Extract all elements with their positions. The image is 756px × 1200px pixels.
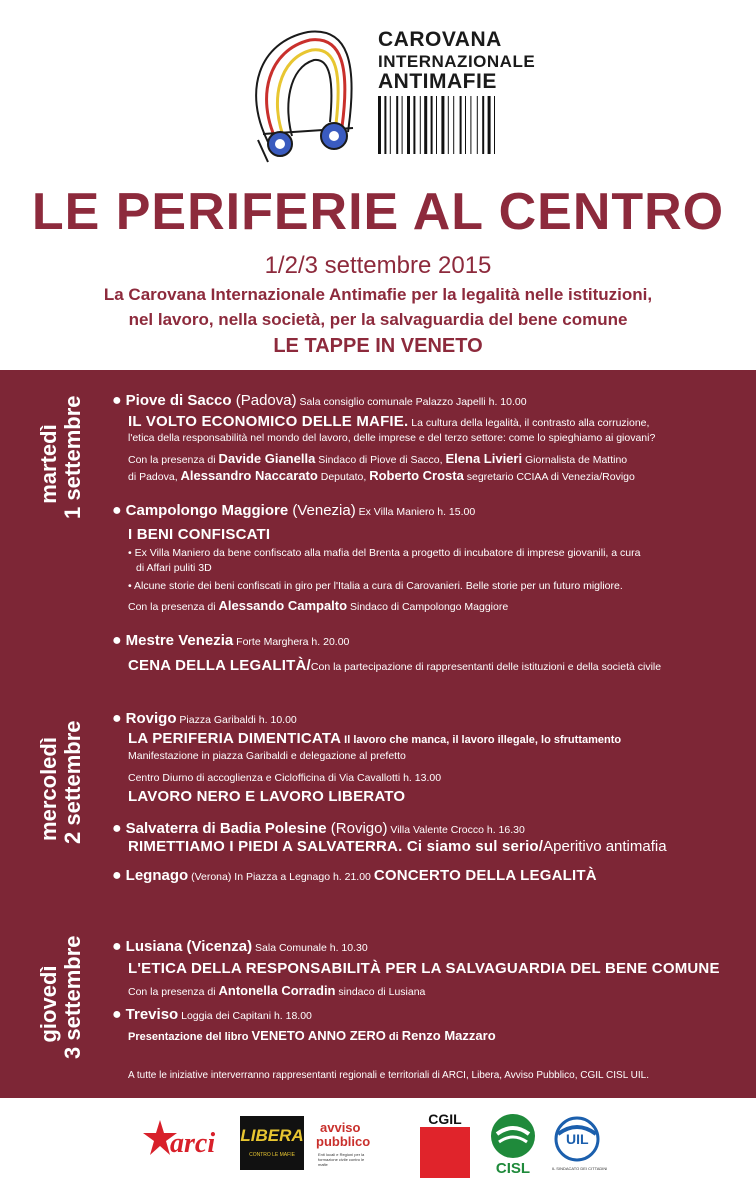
day-label-1 <box>36 395 85 519</box>
guest-name: Davide Gianella <box>218 451 316 466</box>
event-heading-2: LAVORO NERO E LAVORO LIBERATO <box>128 788 406 805</box>
guest-name: Alessandro Naccarato <box>180 468 318 483</box>
event-heading: CONCERTO DELLA LEGALITÀ <box>373 867 597 884</box>
barcode-bar <box>470 96 471 154</box>
barcode-bar <box>424 96 427 154</box>
event-region: (Verona) <box>188 871 232 883</box>
guests-prefix: Con la presenza di <box>128 601 219 613</box>
event-place: Lusiana (Vicenza) <box>125 938 253 955</box>
event-item-1-cont: di Affari puliti 3D <box>136 562 212 574</box>
barcode-icon <box>378 96 520 154</box>
barcode-bar <box>402 96 403 154</box>
barcode-bar <box>420 96 421 154</box>
day-label-2 <box>36 720 85 844</box>
footer-note: A tutte le iniziative interverranno rappresentanti regionali e territoriali di ARCI, Libera, Avviso Pubblico, CGIL CISL UIL. <box>128 1070 650 1081</box>
event-mestre <box>112 632 349 650</box>
event-venue: Piazza Garibaldi h. 10.00 <box>176 714 297 726</box>
barcode-bar <box>413 96 415 154</box>
day-weekday: mercoledì <box>36 737 61 841</box>
event-venue: Loggia dei Capitani h. 18.00 <box>178 1010 312 1022</box>
event-treviso <box>112 1006 312 1024</box>
event-legnago <box>112 867 597 885</box>
libera-subtitle: CONTRO LE MAFIE <box>249 1152 295 1158</box>
event-description: Manifestazione in piazza Garibaldi e delegazione al prefetto <box>128 750 406 762</box>
barcode-bar <box>436 96 437 154</box>
guests-prefix: Con la presenza di <box>128 986 219 998</box>
event-heading: LA PERIFERIA DIMENTICATA <box>128 730 342 747</box>
guest-role: di Padova, <box>128 471 181 483</box>
day-weekday: giovedì <box>36 965 61 1043</box>
book-author: Renzo Mazzaro <box>401 1028 496 1043</box>
barcode-bar <box>448 96 449 154</box>
barcode-bar <box>396 96 398 154</box>
event-description-2: l'etica della responsabilità nel mondo del lavoro, delle imprese e del terzo settore: come lo spieghiamo ai giovani? <box>128 432 656 444</box>
bullet-icon: ● <box>112 820 122 837</box>
event-place: Legnago <box>125 867 189 884</box>
day-date: 3 settembre <box>60 935 85 1059</box>
barcode-bar <box>390 96 391 154</box>
cgil-logo <box>420 1112 470 1178</box>
guest-role: segretario CCIAA di Venezia/Rovigo <box>463 471 635 483</box>
event-guests-line-2 <box>128 467 635 485</box>
event-place: Piove di Sacco <box>125 392 232 409</box>
cisl-emblem-icon <box>485 1112 541 1160</box>
guest-role: sindaco di Lusiana <box>335 986 426 998</box>
subtitle-line-3: LE TAPPE IN VENETO <box>273 335 483 357</box>
arci-logo: arci <box>170 1128 216 1159</box>
event-region: (Padova) <box>231 392 297 409</box>
sponsor-logos <box>0 1098 756 1200</box>
event-item-2: • Alcune storie dei beni confiscati in giro per l'Italia a cura di Carovanieri. Belle storie per un futuro migliore. <box>128 580 623 592</box>
event-item-1: • Ex Villa Maniero da bene confiscato alla mafia del Brenta a progetto di incubatore di imprese giovanili, a cura <box>128 547 641 559</box>
brand-line-3: ANTIMAFIE <box>378 70 497 93</box>
event-place: Campolongo Maggiore <box>125 502 289 519</box>
barcode-bar <box>494 96 495 154</box>
event-region: (Venezia) <box>288 502 356 519</box>
barcode-bar <box>482 96 484 154</box>
day-date: 2 settembre <box>60 720 85 844</box>
event-guests-line-1 <box>128 450 627 468</box>
event-heading-tail: Aperitivo antimafia <box>543 838 667 855</box>
barcode-bar <box>378 96 381 154</box>
guests-prefix: Con la presenza di <box>128 454 219 466</box>
day-label-3 <box>36 935 85 1059</box>
cgil-label: CGIL <box>420 1111 470 1127</box>
bullet-icon: ● <box>112 710 122 727</box>
brand-line-2: INTERNAZIONALE <box>378 52 536 71</box>
bullet-icon: ● <box>112 632 122 649</box>
libera-logo <box>240 1116 304 1170</box>
event-venue: Sala consiglio comunale Palazzo Japelli h. 10.00 <box>296 396 527 408</box>
caravan-wagon-logo <box>238 22 368 167</box>
event-heading-sub: Il lavoro che manca, il lavoro illegale, lo sfruttamento <box>341 734 622 746</box>
event-guests <box>128 597 508 615</box>
barcode-bar <box>477 96 478 154</box>
event-description: La cultura della legalità, il contrasto alla corruzione, <box>408 417 650 429</box>
barcode-bar <box>384 96 386 154</box>
event-description: Con la partecipazione di rappresentanti delle istituzioni e della società civile <box>310 661 662 673</box>
uil-subtitle: IL SINDACATO DEI CITTADINI <box>552 1166 608 1171</box>
barcode-bar <box>441 96 444 154</box>
bullet-icon: ● <box>112 1006 122 1023</box>
cisl-logo <box>485 1112 541 1182</box>
subtitle-line-1: La Carovana Internazionale Antimafie per la legalità nelle istituzioni, <box>103 285 653 304</box>
event-heading-line <box>128 838 667 856</box>
program-panel <box>0 370 756 1098</box>
guest-role: Sindaco di Campolongo Maggiore <box>347 601 509 613</box>
avviso-subtitle: Enti locali e Regioni per la formazione civile contro le mafie <box>318 1152 365 1167</box>
event-place: Rovigo <box>125 710 177 727</box>
avviso-pubblico-logo <box>314 1112 384 1182</box>
event-heading-line <box>128 730 621 748</box>
barcode-bar <box>407 96 410 154</box>
event-campolongo <box>112 502 475 520</box>
event-venue: Forte Marghera h. 20.00 <box>233 636 350 648</box>
event-heading-line <box>128 657 661 675</box>
event-place: Treviso <box>125 1006 179 1023</box>
event-lusiana <box>112 938 368 956</box>
event-heading: L'ETICA DELLA RESPONSABILITÀ PER LA SALVAGUARDIA DEL BENE COMUNE <box>128 960 720 977</box>
guest-role: Giornalista de Mattino <box>522 454 628 466</box>
uil-label: UIL <box>566 1131 589 1147</box>
avviso-line-1: avviso <box>320 1120 361 1135</box>
avviso-line-2: pubblico <box>316 1134 371 1149</box>
event-region: (Rovigo) <box>326 820 388 837</box>
subtitle-line-2: nel lavoro, nella società, per la salvaguardia del bene comune <box>128 310 628 329</box>
day-date: 1 settembre <box>60 395 85 519</box>
libera-title: LIBERA <box>240 1126 304 1145</box>
barcode-bar <box>431 96 433 154</box>
guest-role: Deputato, <box>317 471 370 483</box>
barcode-bar <box>465 96 466 154</box>
barcode-bar <box>453 96 454 154</box>
event-heading: CENA DELLA LEGALITÀ/ <box>128 657 311 674</box>
barcode-bar <box>488 96 491 154</box>
bullet-icon: ● <box>112 392 122 409</box>
cisl-label: CISL <box>495 1160 531 1177</box>
event-venue: Villa Valente Crocco h. 16.30 <box>387 824 525 836</box>
event-rovigo <box>112 710 297 728</box>
event-venue: Sala Comunale h. 10.30 <box>252 942 368 954</box>
page-title: LE PERIFERIE AL CENTRO <box>31 183 725 241</box>
event-guests <box>128 982 425 1000</box>
bullet-icon: ● <box>112 938 122 955</box>
event-place: Salvaterra di Badia Polesine <box>125 820 327 837</box>
barcode-bar <box>460 96 462 154</box>
uil-logo <box>552 1116 612 1182</box>
event-venue: Ex Villa Maniero h. 15.00 <box>355 506 476 518</box>
day-weekday: martedì <box>36 424 61 504</box>
event-place: Mestre Venezia <box>125 632 234 649</box>
event-dates: 1/2/3 settembre 2015 <box>264 252 492 279</box>
event-book-line <box>128 1027 496 1045</box>
bullet-icon: ● <box>112 502 122 519</box>
guest-name: Roberto Crosta <box>369 468 464 483</box>
guest-name: Alessando Campalto <box>218 598 348 613</box>
event-venue: In Piazza a Legnago h. 21.00 <box>231 871 374 883</box>
event-heading-line <box>128 413 649 431</box>
book-title: VENETO ANNO ZERO <box>251 1028 386 1043</box>
guest-name: Antonella Corradin <box>218 983 336 998</box>
event-venue-2: Centro Diurno di accoglienza e Ciclofficina di Via Cavallotti h. 13.00 <box>128 772 442 784</box>
guest-role: Sindaco di Piove di Sacco, <box>315 454 446 466</box>
book-prefix: Presentazione del libro <box>128 1031 252 1043</box>
bullet-icon: ● <box>112 867 122 884</box>
event-heading: I BENI CONFISCATI <box>128 526 271 543</box>
book-by: di <box>385 1031 402 1043</box>
event-salvaterra <box>112 820 525 838</box>
brand-line-1: CAROVANA <box>378 28 502 51</box>
event-heading: RIMETTIAMO I PIEDI A SALVATERRA. Ci siamo sul serio/ <box>128 838 544 855</box>
guest-name: Elena Livieri <box>445 451 523 466</box>
event-heading: IL VOLTO ECONOMICO DELLE MAFIE. <box>128 413 409 430</box>
event-piove-di-sacco <box>112 392 527 410</box>
